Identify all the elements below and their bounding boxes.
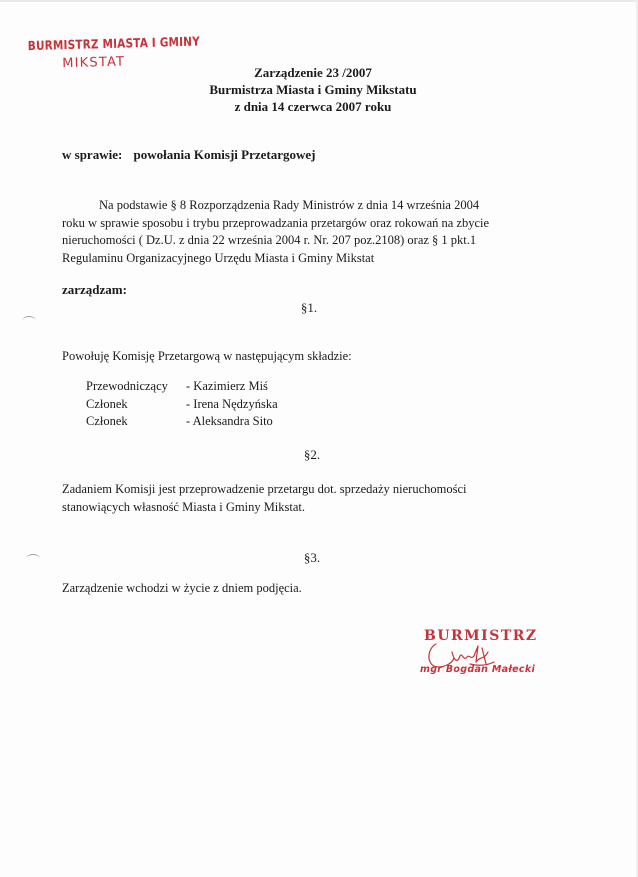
legal-basis-line: roku w sprawie sposobu i trybu przeprowadzania przetargów oraz rokowań na zbycie (62, 215, 490, 230)
task-text (62, 481, 466, 516)
office-stamp-line1: BURMISTRZ MIASTA I GMINY (27, 33, 201, 54)
decree-word: zarządzam: (62, 282, 127, 297)
document-header (150, 64, 476, 115)
member-name: - Aleksandra Sito (186, 414, 273, 428)
margin-mark (22, 316, 36, 325)
legal-basis-line: nieruchomości ( Dz.U. z dnia 22 września 2004 r. Nr. 207 poz.2108) oraz § 1 pkt.1 (62, 233, 477, 247)
section-3-heading: §3. (303, 550, 321, 565)
margin-mark (26, 554, 40, 563)
subject-label: w sprawie: (62, 147, 123, 162)
member-name: - Irena Nędzyńska (186, 396, 278, 411)
mayor-signature-stamp (410, 626, 550, 686)
issuer: Burmistrza Miasta i Gminy Mikstatu (209, 82, 417, 97)
subject-text: powołania Komisji Przetargowej (133, 147, 316, 162)
legal-basis-line: Na podstawie § 8 Rozporządzenia Rady Ministrów z dnia 14 września 2004 (99, 198, 480, 212)
member-row (86, 396, 278, 414)
member-role: Członek (86, 396, 128, 411)
legal-basis-paragraph (62, 197, 582, 267)
signatory-name: mgr Bogdan Małecki (420, 664, 536, 675)
scan-edge-top (0, 0, 638, 2)
commission-members (86, 378, 278, 431)
signature-title: BURMISTRZ (424, 628, 538, 644)
task-text-line: stanowiących własność Miasta i Gminy Mikstat. (62, 499, 306, 514)
section-1-heading: §1. (300, 300, 318, 315)
appointment-text: Powołuję Komisję Przetargową w następującym składzie: (62, 349, 352, 363)
effective-date-text: Zarządzenie wchodzi w życie z dniem podjęcia. (62, 581, 302, 595)
member-row (86, 378, 278, 396)
member-role: Członek (86, 414, 128, 428)
legal-basis-line: Regulaminu Organizacyjnego Urzędu Miasta i Gminy Mikstat (62, 250, 375, 265)
task-text-line: Zadaniem Komisji jest przeprowadzenie przetargu dot. sprzedaży nieruchomości (62, 482, 467, 496)
member-row (86, 413, 278, 431)
member-role: Przewodniczący (86, 379, 168, 393)
decree-date: z dnia 14 czerwca 2007 roku (234, 99, 392, 114)
office-stamp-line2: MIKSTAT (62, 54, 126, 72)
decree-number: Zarządzenie 23 /2007 (254, 65, 372, 80)
subject-line (62, 147, 316, 163)
member-name: - Kazimierz Miś (186, 379, 268, 393)
section-2-heading: §2. (303, 447, 321, 462)
